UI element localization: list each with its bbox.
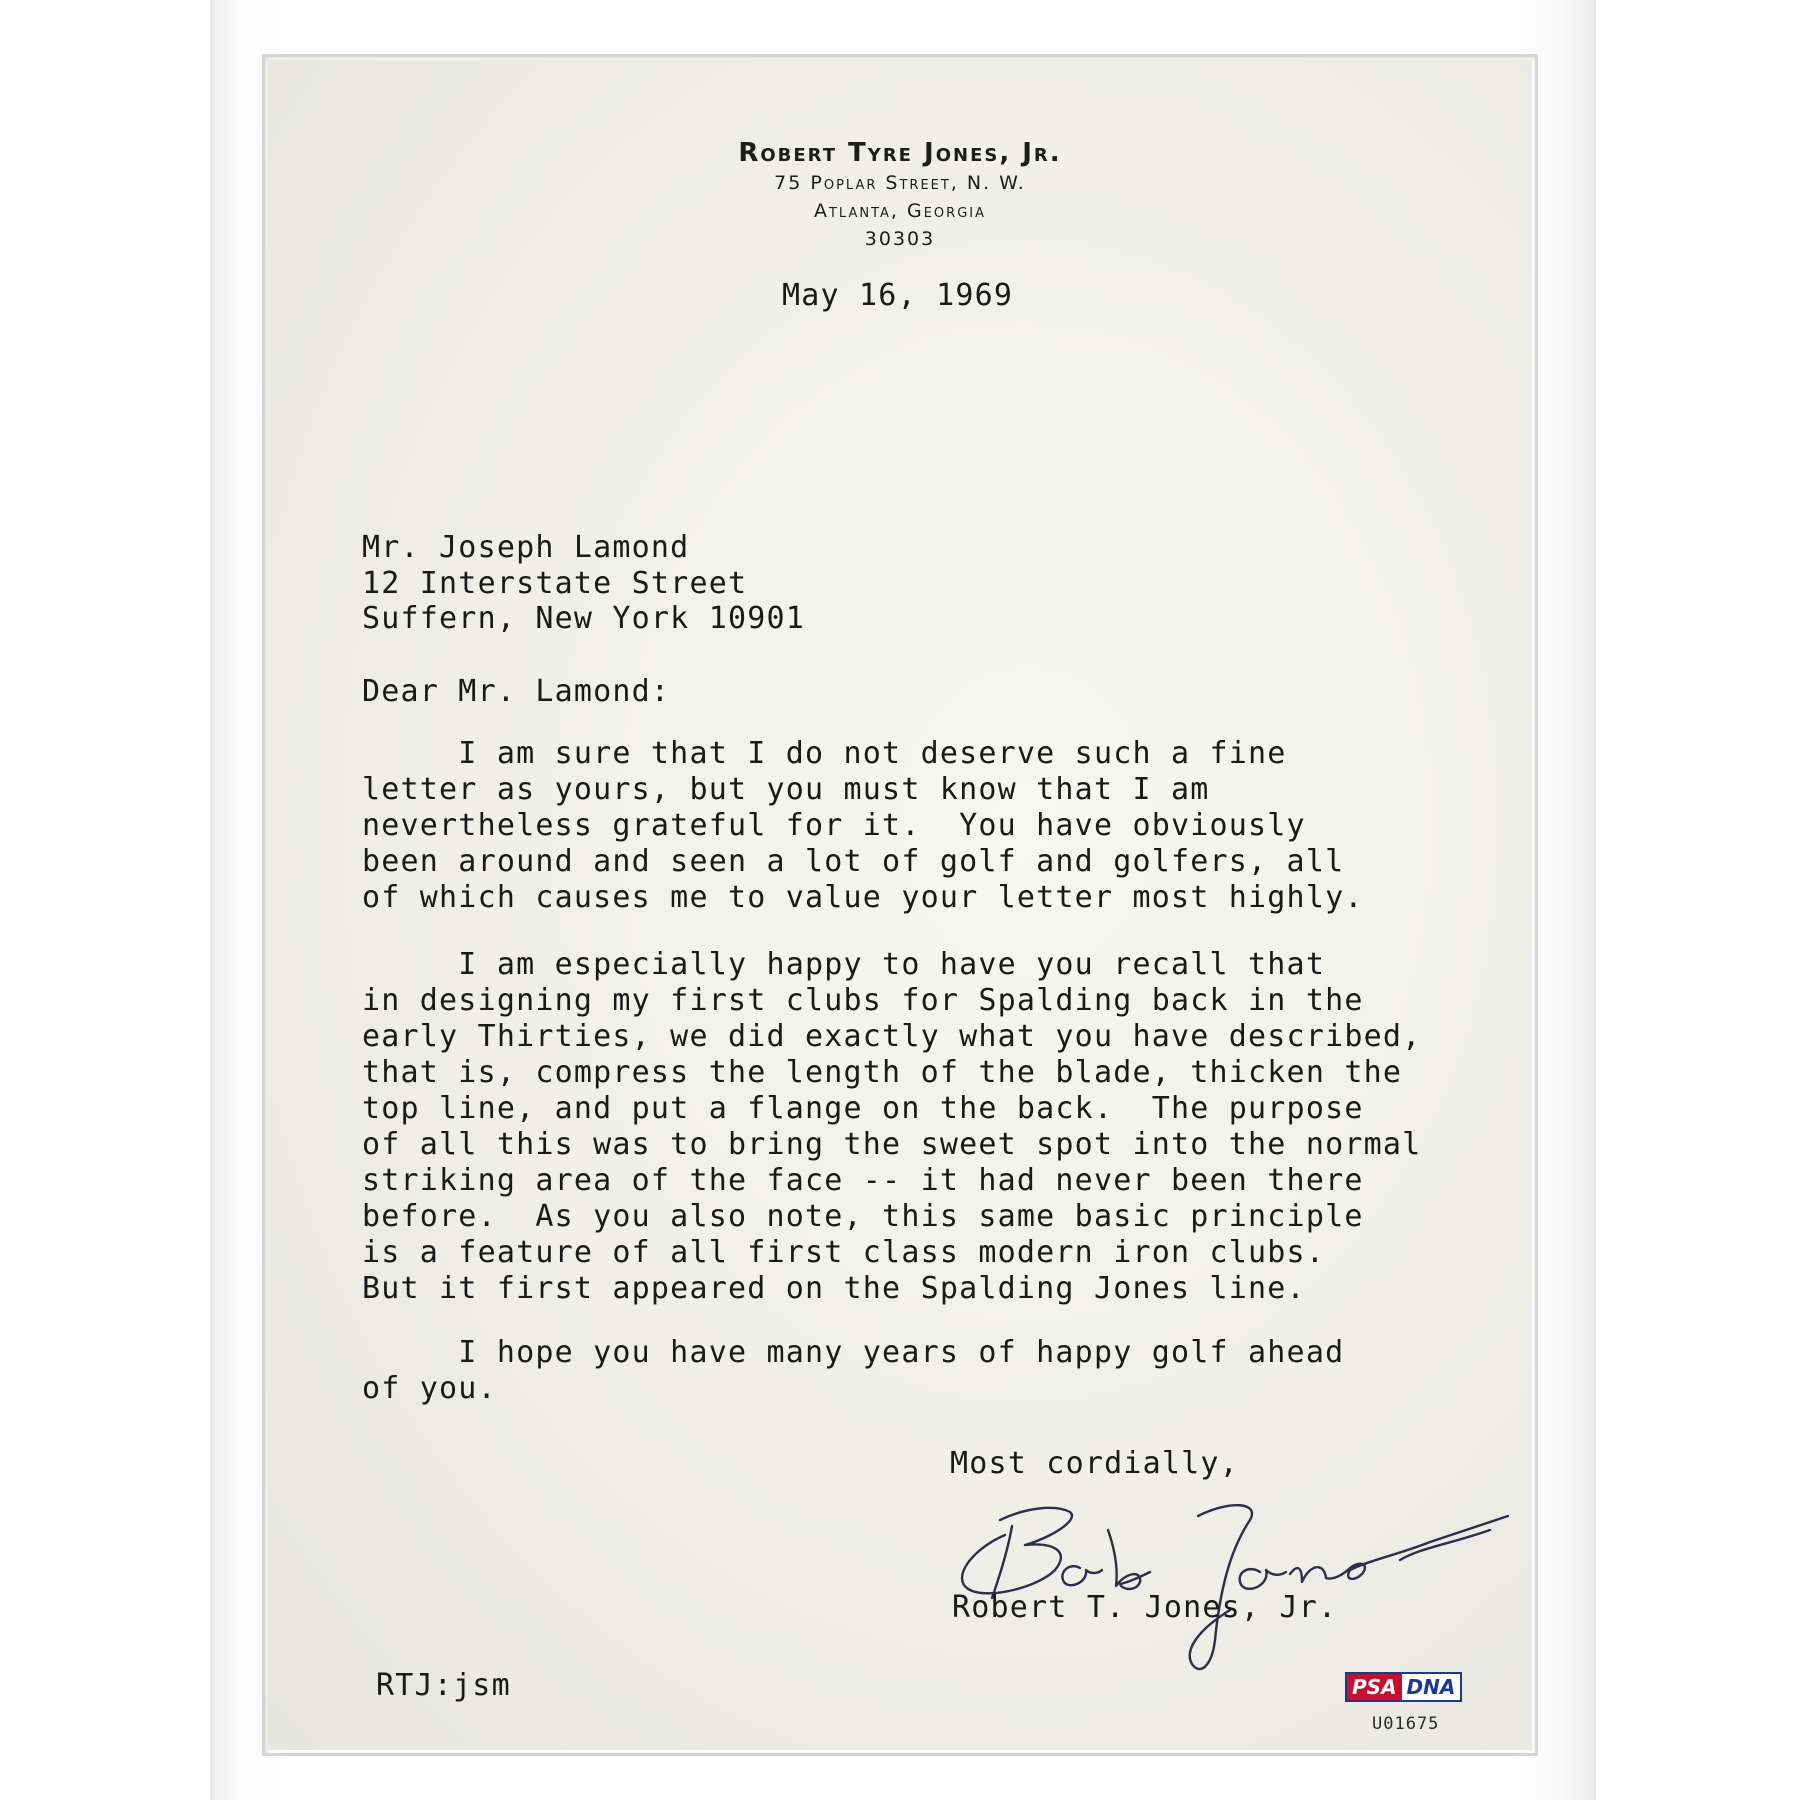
paragraph-line: But it first appeared on the Spalding Jones line. [362, 1271, 1306, 1306]
paragraph-line: early Thirties, we did exactly what you have described, [362, 1019, 1422, 1054]
salutation: Dear Mr. Lamond: [362, 674, 671, 709]
letter-date: May 16, 1969 [782, 278, 1014, 313]
recipient-city: Suffern, New York 10901 [362, 601, 806, 636]
paragraph-line: letter as yours, but you must know that I am [362, 772, 1210, 807]
paragraph-line: I am especially happy to have you recall that [362, 947, 1326, 982]
signature-stroke [1062, 1566, 1102, 1585]
paragraph-3 [362, 1335, 1344, 1407]
signature-stroke [1240, 1569, 1286, 1589]
psa-dna-authentication-sticker [1345, 1672, 1462, 1702]
psa-badge-right: DNA [1402, 1674, 1461, 1700]
closing: Most cordially, [950, 1446, 1239, 1481]
paragraph-line: been around and seen a lot of golf and golfers, all [362, 844, 1345, 879]
signature-stroke [962, 1508, 1072, 1594]
recipient-name: Mr. Joseph Lamond [362, 530, 690, 565]
signer-name: Robert T. Jones, Jr. [952, 1590, 1338, 1625]
paragraph-line: nevertheless grateful for it. You have obviously [362, 808, 1306, 843]
letterhead-name: Robert Tyre Jones, Jr. [738, 138, 1062, 168]
psa-badge-left: PSA [1347, 1674, 1402, 1700]
paragraph-line: top line, and put a flange on the back. The purpose [362, 1091, 1364, 1126]
letterhead-zip: 30303 [864, 228, 936, 250]
paragraph-line: before. As you also note, this same basic principle [362, 1199, 1364, 1234]
signature-stroke [1108, 1530, 1150, 1589]
letterhead-street: 75 Poplar Street, N. W. [774, 172, 1026, 194]
paragraph-line: of which causes me to value your letter most highly. [362, 880, 1364, 915]
reference-initials: RTJ:jsm [376, 1668, 511, 1703]
paragraph-2 [362, 947, 1421, 1307]
paragraph-line: of all this was to bring the sweet spot into the normal [362, 1127, 1422, 1162]
handwritten-signature [930, 1490, 1520, 1680]
signature-stroke [1400, 1530, 1490, 1560]
paragraph-1 [362, 736, 1364, 916]
paragraph-line: I hope you have many years of happy golf ahead [362, 1335, 1345, 1370]
signature-stroke [1290, 1516, 1508, 1582]
letterhead-city: Atlanta, Georgia [813, 200, 986, 222]
paragraph-line: I am sure that I do not deserve such a fine [362, 736, 1287, 771]
paragraph-line: that is, compress the length of the blade, thicken the [362, 1055, 1403, 1090]
paragraph-line: in designing my first clubs for Spalding back in the [362, 983, 1364, 1018]
paragraph-line: of you. [362, 1371, 497, 1406]
recipient-street: 12 Interstate Street [362, 566, 748, 601]
paragraph-line: striking area of the face -- it had never been there [362, 1163, 1364, 1198]
paragraph-line: is a feature of all first class modern iron clubs. [362, 1235, 1326, 1270]
certificate-number: U01675 [1372, 1714, 1440, 1734]
